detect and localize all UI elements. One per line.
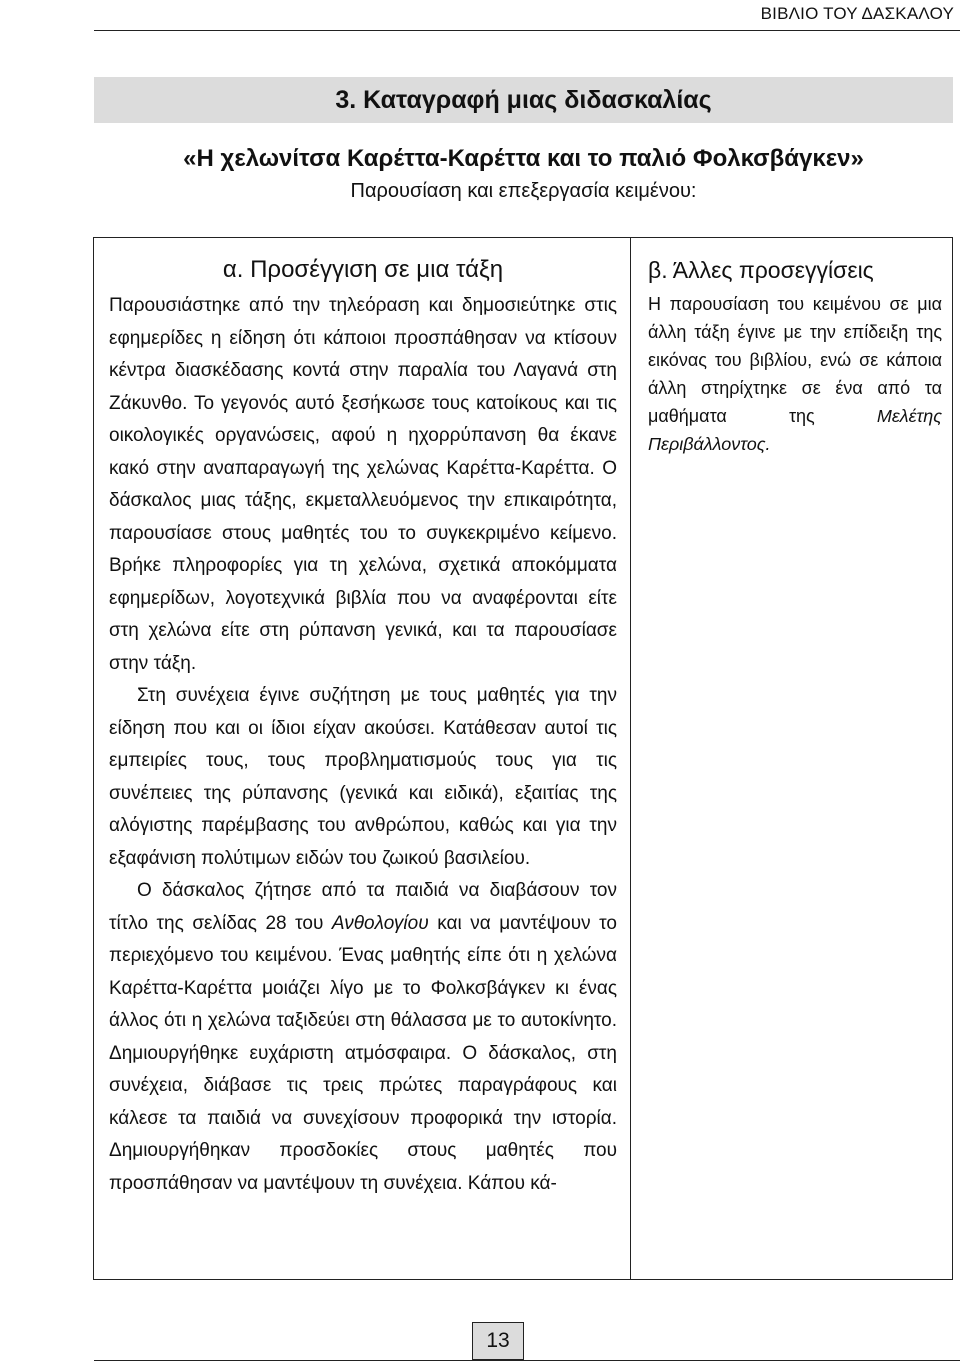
paragraph-b-1-text: Η παρουσίαση του κειμένου σε μια άλλη τάξη έγινε με την επίδειξη της εικόνας του βιβλίου, ενώ σε κάποια άλλη στηρίχτηκε σε ένα από τα μαθήματα της — [648, 294, 942, 426]
column-approach-b — [648, 254, 942, 458]
paragraph-2: Στη συνέχεια έγινε συζήτηση με τους μαθητές για την είδηση που και οι ίδιοι είχαν ακούσει. Κατάθεσαν αυτοί τις εμπειρίες τους, τους προβληματισμούς τους για τις συνέπειες της ρύπανσης (γενικά και ειδικά), εξαιτίας της αλόγιστης παρέμβασης του ανθρώπου, καθώς και για την εξαφάνιση πολύτιμων ειδών του ζωικού βασιλείου. — [109, 685, 617, 869]
column-divider — [630, 238, 631, 1279]
lesson-subtitle: Παρουσίαση και επεξεργασία κειμένου: — [350, 180, 697, 202]
paragraph-3 — [109, 875, 617, 1200]
section-title: 3. Καταγραφή μιας διδασκαλίας — [335, 85, 712, 114]
page-number: 13 — [472, 1322, 524, 1360]
paragraph-3-start: Ο δάσκαλος ζήτησε από τα παιδιά να διαβάσουν τον τίτλο της σελίδας 28 του — [109, 880, 617, 934]
paragraph-b-1 — [648, 290, 942, 458]
course-title: Μελέτης Περιβάλλοντος. — [648, 406, 942, 454]
paragraph-3-rest: και να μαντέψουν το περιεχόμενο του κειμένου. Ένας μαθητής είπε ότι η χελώνα Καρέττα-Καρέττα μοιάζει λίγο με το Φολκσβάγκεν κι ένας άλλος ότι η χελώνα ταξιδεύει στη θάλασσα με το αυτοκίνητο. Δημιουργήθηκε ευχάριστη ατμόσφαιρα. Ο δάσκαλος, στη συνέχεια, διάβασε τις τρεις πρώτες παραγράφους και κάλεσε τα παιδιά να συνεχίσουν προφορικά την ιστορία. Δημιουργήθηκαν προσδοκίες στους μαθητές που προσπάθησαν να μαντέψουν τη συνέχεια. Κάπου κά- — [109, 912, 617, 1194]
column-a-heading: α. Προσέγγιση σε μια τάξη — [222, 256, 504, 283]
column-approach-a — [109, 254, 617, 1200]
footer-rule — [94, 1360, 960, 1361]
content-panel — [93, 237, 953, 1280]
header-rule — [94, 30, 960, 31]
lesson-title: «Η χελωνίτσα Καρέττα-Καρέττα και το παλιό Φολκσβάγκεν» — [183, 145, 864, 172]
anthology-title: Ανθολογίου — [331, 912, 429, 934]
section-title-band — [94, 77, 953, 123]
running-head: ΒΙΒΛΙΟ ΤΟΥ ΔΑΣΚΑΛΟΥ — [760, 4, 954, 23]
paragraph-1: Παρουσιάστηκε από την τηλεόραση και δημοσιεύτηκε στις εφημερίδες η είδηση ότι κάποιοι προσπάθησαν να κτίσουν κέντρα διασκέδασης κοντά στην παραλία του Λαγανά στη Ζάκυνθο. Το γεγονός αυτό ξεσήκωσε τους κατοίκους και τις οικολογικές οργανώσεις, αφού η ηχορρύπανση θα έκανε κακό στην αναπαραγωγή της χελώνας Καρέττα-Καρέττα. Ο δάσκαλος μιας τάξης, εκμεταλλευόμενος την επικαιρότητα, παρουσίασε στους μαθητές του το συγκεκριμένο κείμενο. Βρήκε πληροφορίες για τη χελώνα, σχετικά αποκόμματα εφημερίδων, λογοτεχνικά βιβλία που να αναφέρονται είτε στη χελώνα είτε στη ρύπανση γενικά, και τα παρουσίασε στην τάξη. — [109, 295, 617, 674]
column-b-heading: β. Άλλες προσεγγίσεις — [648, 257, 874, 283]
